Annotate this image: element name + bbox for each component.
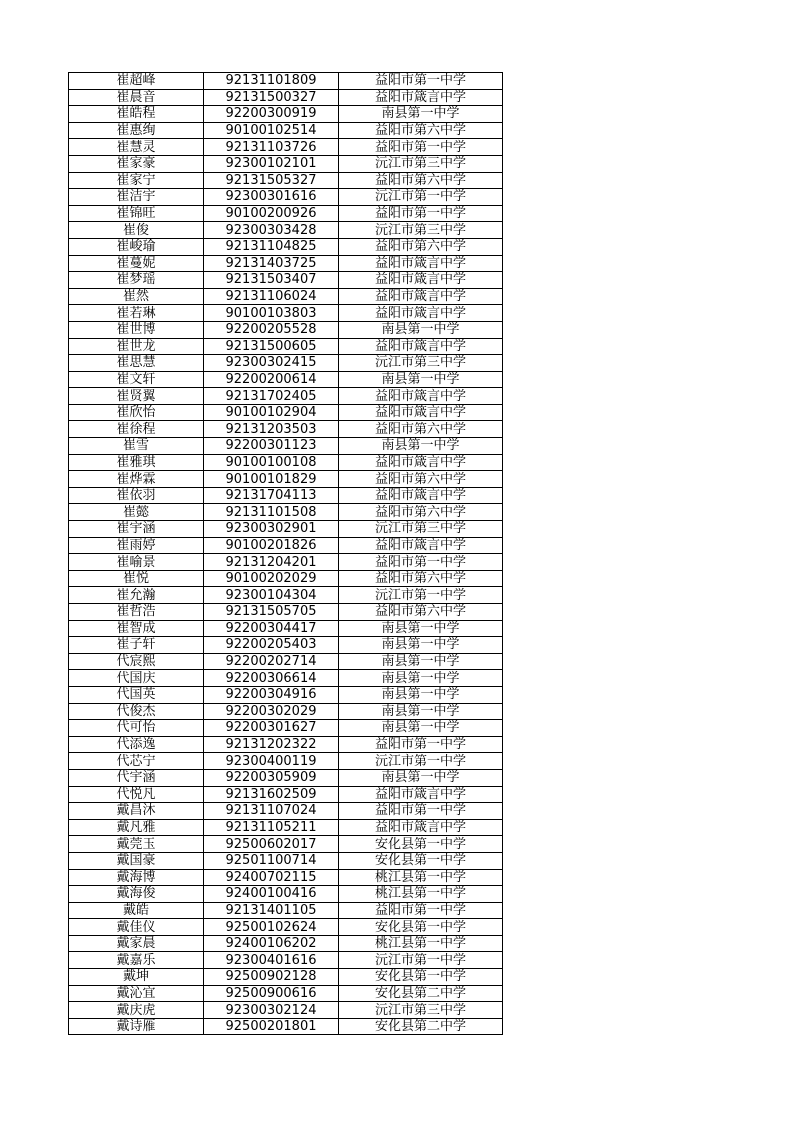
student-id-cell: 92500602017 [204, 836, 339, 853]
student-name-cell: 戴国豪 [69, 852, 204, 869]
student-name-cell: 戴佳仪 [69, 919, 204, 936]
student-name-cell: 崔文轩 [69, 371, 204, 388]
table-row [69, 686, 503, 703]
student-name-cell: 戴海俊 [69, 886, 204, 903]
school-name-cell: 沅江市第一中学 [339, 587, 503, 604]
table-row [69, 471, 503, 488]
table-row [69, 487, 503, 504]
school-name-cell: 南县第一中学 [339, 720, 503, 737]
student-name-cell: 崔子轩 [69, 637, 204, 654]
school-name-cell: 益阳市箴言中学 [339, 786, 503, 803]
student-id-cell: 92131202322 [204, 736, 339, 753]
student-name-cell: 代国英 [69, 686, 204, 703]
table-row [69, 985, 503, 1002]
school-name-cell: 益阳市第六中学 [339, 570, 503, 587]
table-row [69, 89, 503, 106]
table-row [69, 604, 503, 621]
student-name-cell: 崔智成 [69, 620, 204, 637]
school-name-cell: 沅江市第三中学 [339, 222, 503, 239]
school-name-cell: 沅江市第三中学 [339, 521, 503, 538]
student-id-cell: 92131702405 [204, 388, 339, 405]
student-id-cell: 92131500605 [204, 338, 339, 355]
table-row [69, 703, 503, 720]
student-name-cell: 崔贤翼 [69, 388, 204, 405]
student-id-cell: 92300303428 [204, 222, 339, 239]
table-row [69, 155, 503, 172]
school-name-cell: 益阳市第六中学 [339, 421, 503, 438]
student-name-cell: 崔然 [69, 288, 204, 305]
student-id-cell: 92200205528 [204, 321, 339, 338]
school-name-cell: 益阳市箴言中学 [339, 487, 503, 504]
student-table-body [69, 73, 503, 1035]
student-name-cell: 崔思慧 [69, 355, 204, 372]
student-id-cell: 92200202714 [204, 653, 339, 670]
student-name-cell: 戴皓 [69, 902, 204, 919]
student-id-cell: 92200305909 [204, 769, 339, 786]
table-row [69, 305, 503, 322]
student-name-cell: 崔烨霖 [69, 471, 204, 488]
student-name-cell: 戴海博 [69, 869, 204, 886]
school-name-cell: 益阳市第一中学 [339, 803, 503, 820]
student-id-cell: 92500902128 [204, 969, 339, 986]
table-row [69, 935, 503, 952]
student-id-cell: 92200304417 [204, 620, 339, 637]
student-name-cell: 崔晨音 [69, 89, 204, 106]
school-name-cell: 益阳市箴言中学 [339, 404, 503, 421]
table-row [69, 653, 503, 670]
school-name-cell: 南县第一中学 [339, 321, 503, 338]
table-row [69, 819, 503, 836]
student-id-cell: 92501100714 [204, 852, 339, 869]
student-name-cell: 戴坤 [69, 969, 204, 986]
school-name-cell: 南县第一中学 [339, 438, 503, 455]
school-name-cell: 南县第一中学 [339, 637, 503, 654]
school-name-cell: 益阳市第一中学 [339, 205, 503, 222]
student-name-cell: 崔允瀚 [69, 587, 204, 604]
student-id-cell: 92131203503 [204, 421, 339, 438]
school-name-cell: 安化县第一中学 [339, 852, 503, 869]
student-name-cell: 崔峻瑜 [69, 238, 204, 255]
student-id-cell: 92300302124 [204, 1002, 339, 1019]
student-name-cell: 崔蔓妮 [69, 255, 204, 272]
school-name-cell: 益阳市第六中学 [339, 604, 503, 621]
school-name-cell: 益阳市箴言中学 [339, 89, 503, 106]
school-name-cell: 沅江市第三中学 [339, 1002, 503, 1019]
table-row [69, 803, 503, 820]
school-name-cell: 益阳市箴言中学 [339, 305, 503, 322]
student-name-cell: 崔雅琪 [69, 454, 204, 471]
student-id-cell: 92131505705 [204, 604, 339, 621]
table-row [69, 620, 503, 637]
school-name-cell: 益阳市第六中学 [339, 122, 503, 139]
student-id-cell: 90100102514 [204, 122, 339, 139]
table-row [69, 388, 503, 405]
school-name-cell: 益阳市箴言中学 [339, 819, 503, 836]
table-row [69, 139, 503, 156]
student-id-cell: 92500201801 [204, 1018, 339, 1035]
student-id-cell: 92300302415 [204, 355, 339, 372]
table-row [69, 321, 503, 338]
school-name-cell: 桃江县第一中学 [339, 869, 503, 886]
student-id-cell: 92200200614 [204, 371, 339, 388]
table-row [69, 438, 503, 455]
school-name-cell: 南县第一中学 [339, 670, 503, 687]
student-id-cell: 92131204201 [204, 554, 339, 571]
table-row [69, 720, 503, 737]
student-name-cell: 戴诗雁 [69, 1018, 204, 1035]
student-name-cell: 崔宇涵 [69, 521, 204, 538]
student-id-cell: 92131602509 [204, 786, 339, 803]
table-row [69, 371, 503, 388]
table-row [69, 769, 503, 786]
student-name-cell: 戴庆虎 [69, 1002, 204, 1019]
table-row [69, 272, 503, 289]
student-id-cell: 92131104825 [204, 238, 339, 255]
student-name-cell: 崔徐程 [69, 421, 204, 438]
student-id-cell: 90100103803 [204, 305, 339, 322]
table-row [69, 73, 503, 90]
student-id-cell: 92200301627 [204, 720, 339, 737]
student-name-cell: 代可怡 [69, 720, 204, 737]
student-id-cell: 92131403725 [204, 255, 339, 272]
school-name-cell: 益阳市第一中学 [339, 73, 503, 90]
student-id-cell: 92200306614 [204, 670, 339, 687]
table-row [69, 172, 503, 189]
school-name-cell: 益阳市箴言中学 [339, 537, 503, 554]
student-id-cell: 90100200926 [204, 205, 339, 222]
student-name-cell: 崔家豪 [69, 155, 204, 172]
table-row [69, 504, 503, 521]
table-row [69, 521, 503, 538]
table-row [69, 869, 503, 886]
student-id-cell: 92131704113 [204, 487, 339, 504]
table-row [69, 122, 503, 139]
table-row [69, 404, 503, 421]
student-name-cell: 崔欣怡 [69, 404, 204, 421]
school-name-cell: 南县第一中学 [339, 371, 503, 388]
student-name-cell: 崔若琳 [69, 305, 204, 322]
table-row [69, 255, 503, 272]
school-name-cell: 南县第一中学 [339, 769, 503, 786]
student-id-cell: 92131106024 [204, 288, 339, 305]
school-name-cell: 益阳市箴言中学 [339, 255, 503, 272]
student-name-cell: 崔雨婷 [69, 537, 204, 554]
table-row [69, 969, 503, 986]
student-name-cell: 崔锦旺 [69, 205, 204, 222]
school-name-cell: 南县第一中学 [339, 653, 503, 670]
school-name-cell: 益阳市第六中学 [339, 471, 503, 488]
school-name-cell: 沅江市第一中学 [339, 753, 503, 770]
school-name-cell: 益阳市第一中学 [339, 139, 503, 156]
table-row [69, 587, 503, 604]
student-name-cell: 崔依羽 [69, 487, 204, 504]
student-id-cell: 92200302029 [204, 703, 339, 720]
school-name-cell: 益阳市第六中学 [339, 172, 503, 189]
student-name-cell: 代悦凡 [69, 786, 204, 803]
student-name-cell: 代国庆 [69, 670, 204, 687]
student-name-cell: 崔懿 [69, 504, 204, 521]
student-id-cell: 92300401616 [204, 952, 339, 969]
student-id-cell: 92400702115 [204, 869, 339, 886]
school-name-cell: 益阳市箴言中学 [339, 288, 503, 305]
student-id-cell: 92300400119 [204, 753, 339, 770]
student-id-cell: 92200304916 [204, 686, 339, 703]
student-id-cell: 92400106202 [204, 935, 339, 952]
student-id-cell: 92131101809 [204, 73, 339, 90]
table-row [69, 454, 503, 471]
school-name-cell: 安化县第二中学 [339, 985, 503, 1002]
table-row [69, 886, 503, 903]
school-name-cell: 南县第一中学 [339, 686, 503, 703]
school-name-cell: 沅江市第三中学 [339, 355, 503, 372]
student-id-cell: 92131500327 [204, 89, 339, 106]
student-name-cell: 崔慧灵 [69, 139, 204, 156]
table-row [69, 355, 503, 372]
student-id-cell: 90100100108 [204, 454, 339, 471]
student-id-cell: 92131103726 [204, 139, 339, 156]
table-row [69, 537, 503, 554]
school-name-cell: 沅江市第一中学 [339, 189, 503, 206]
student-name-cell: 崔哲浩 [69, 604, 204, 621]
school-name-cell: 沅江市第三中学 [339, 155, 503, 172]
student-name-cell: 代芯宁 [69, 753, 204, 770]
table-row [69, 106, 503, 123]
school-name-cell: 益阳市箴言中学 [339, 454, 503, 471]
school-name-cell: 益阳市第六中学 [339, 504, 503, 521]
school-name-cell: 南县第一中学 [339, 106, 503, 123]
student-name-cell: 戴沁宜 [69, 985, 204, 1002]
school-name-cell: 安化县第二中学 [339, 1018, 503, 1035]
school-name-cell: 桃江县第一中学 [339, 935, 503, 952]
student-id-cell: 92500900616 [204, 985, 339, 1002]
student-id-cell: 92300104304 [204, 587, 339, 604]
student-id-cell: 92200300919 [204, 106, 339, 123]
student-table [68, 72, 503, 1035]
student-id-cell: 90100202029 [204, 570, 339, 587]
student-name-cell: 崔惠绚 [69, 122, 204, 139]
table-row [69, 637, 503, 654]
student-name-cell: 代宸熙 [69, 653, 204, 670]
student-name-cell: 代俊杰 [69, 703, 204, 720]
table-row [69, 753, 503, 770]
table-row [69, 836, 503, 853]
school-name-cell: 安化县第一中学 [339, 836, 503, 853]
school-name-cell: 益阳市第一中学 [339, 554, 503, 571]
student-name-cell: 戴昌沐 [69, 803, 204, 820]
school-name-cell: 沅江市第一中学 [339, 952, 503, 969]
student-id-cell: 92500102624 [204, 919, 339, 936]
student-id-cell: 92131101508 [204, 504, 339, 521]
table-row [69, 736, 503, 753]
table-row [69, 919, 503, 936]
school-name-cell: 益阳市第六中学 [339, 238, 503, 255]
student-name-cell: 崔雪 [69, 438, 204, 455]
student-id-cell: 92131105211 [204, 819, 339, 836]
student-id-cell: 90100201826 [204, 537, 339, 554]
student-name-cell: 代宇涵 [69, 769, 204, 786]
student-name-cell: 崔超峰 [69, 73, 204, 90]
student-id-cell: 92400100416 [204, 886, 339, 903]
table-row [69, 238, 503, 255]
student-name-cell: 崔洁宇 [69, 189, 204, 206]
student-name-cell: 崔喻景 [69, 554, 204, 571]
table-row [69, 222, 503, 239]
student-id-cell: 90100102904 [204, 404, 339, 421]
student-id-cell: 92300302901 [204, 521, 339, 538]
school-name-cell: 益阳市箴言中学 [339, 388, 503, 405]
student-id-cell: 90100101829 [204, 471, 339, 488]
student-name-cell: 崔世博 [69, 321, 204, 338]
student-id-cell: 92300102101 [204, 155, 339, 172]
table-row [69, 570, 503, 587]
table-row [69, 786, 503, 803]
table-row [69, 670, 503, 687]
student-id-cell: 92200205403 [204, 637, 339, 654]
table-row [69, 952, 503, 969]
student-id-cell: 92131503407 [204, 272, 339, 289]
table-row [69, 852, 503, 869]
student-name-cell: 崔俊 [69, 222, 204, 239]
table-row [69, 1018, 503, 1035]
student-name-cell: 崔悦 [69, 570, 204, 587]
table-row [69, 554, 503, 571]
school-name-cell: 安化县第一中学 [339, 969, 503, 986]
school-name-cell: 益阳市箴言中学 [339, 338, 503, 355]
student-name-cell: 戴家晨 [69, 935, 204, 952]
table-row [69, 338, 503, 355]
student-id-cell: 92131107024 [204, 803, 339, 820]
school-name-cell: 益阳市第一中学 [339, 736, 503, 753]
student-name-cell: 戴凡雅 [69, 819, 204, 836]
table-row [69, 205, 503, 222]
student-name-cell: 崔世龙 [69, 338, 204, 355]
student-id-cell: 92300301616 [204, 189, 339, 206]
student-name-cell: 崔梦瑶 [69, 272, 204, 289]
table-row [69, 421, 503, 438]
student-name-cell: 崔家宁 [69, 172, 204, 189]
school-name-cell: 益阳市第一中学 [339, 902, 503, 919]
table-row [69, 189, 503, 206]
table-row [69, 902, 503, 919]
student-id-cell: 92131401105 [204, 902, 339, 919]
student-name-cell: 戴嘉乐 [69, 952, 204, 969]
student-name-cell: 代添逸 [69, 736, 204, 753]
student-id-cell: 92200301123 [204, 438, 339, 455]
school-name-cell: 桃江县第一中学 [339, 886, 503, 903]
school-name-cell: 安化县第一中学 [339, 919, 503, 936]
student-name-cell: 戴莞玉 [69, 836, 204, 853]
school-name-cell: 南县第一中学 [339, 703, 503, 720]
table-row [69, 1002, 503, 1019]
school-name-cell: 南县第一中学 [339, 620, 503, 637]
table-row [69, 288, 503, 305]
school-name-cell: 益阳市箴言中学 [339, 272, 503, 289]
student-name-cell: 崔皓程 [69, 106, 204, 123]
student-id-cell: 92131505327 [204, 172, 339, 189]
